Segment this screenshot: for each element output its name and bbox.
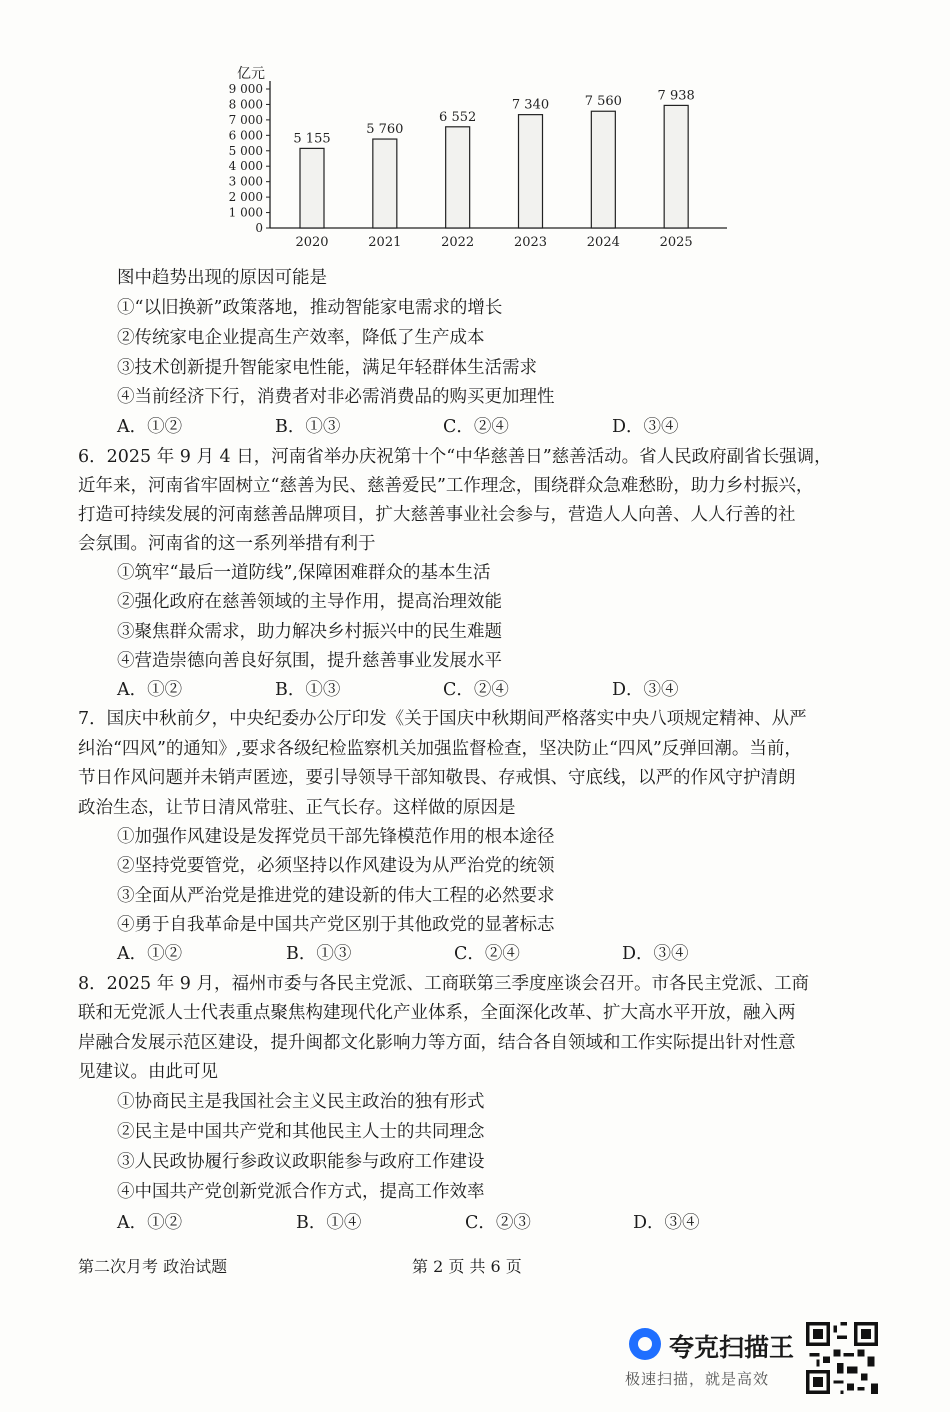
x-tick-label: 2022 xyxy=(441,235,475,250)
x-tick-label: 2023 xyxy=(513,235,548,250)
q7-option-b: B．①③ xyxy=(286,944,352,964)
q6-item-2: ②强化政府在慈善领域的主导作用，提高治理效能 xyxy=(117,592,502,612)
q6-stem-line-2: 近年来，河南省牢固树立“慈善为民、慈善爱民”工作理念，围绕群众急难愁盼，助力乡村振兴， xyxy=(78,476,814,496)
x-tick-label: 2024 xyxy=(586,235,620,250)
q8-stem-line-3: 岸融合发展示范区建设，提升闽都文化影响力等方面，结合各自领域和工作实际提出针对性意 xyxy=(78,1033,796,1053)
q7-item-2: ②坚持党要管党，必须坚持以作风建设为从严治党的统领 xyxy=(117,856,555,876)
qr-code-icon xyxy=(806,1322,878,1394)
q7-item-3: ③全面从严治党是推进党的建设新的伟大工程的必然要求 xyxy=(117,886,555,906)
bar-chart xyxy=(215,60,740,255)
q8-item-1: ①协商民主是我国社会主义民主政治的独有形式 xyxy=(117,1092,485,1112)
bar-value-label: 5 155 xyxy=(293,131,331,147)
y-tick-label: 3 000 xyxy=(228,174,263,189)
q7-item-1: ①加强作风建设是发挥党员干部先锋模范作用的根本途径 xyxy=(117,827,555,847)
bar-value-label: 6 552 xyxy=(439,109,477,125)
q7-option-d: D．③④ xyxy=(622,944,689,964)
chart-svg xyxy=(215,60,740,255)
y-tick-label: 4 000 xyxy=(228,159,263,174)
bar xyxy=(446,127,470,228)
q6-item-1: ①筑牢“最后一道防线”,保障困难群众的基本生活 xyxy=(117,563,491,583)
q7-stem-line-1: 7．国庆中秋前夕，中央纪委办公厅印发《关于国庆中秋期间严格落实中央八项规定精神、从严 xyxy=(78,709,807,729)
q6-option-d: D．③④ xyxy=(612,680,679,700)
q6-stem-line-1: 6．2025 年 9 月 4 日，河南省举办庆祝第十个“中华慈善日”慈善活动。省人民政府副省长强调， xyxy=(78,447,832,467)
brand-slogan: 极速扫描，就是高效 xyxy=(625,1370,770,1388)
q7-option-c: C．②④ xyxy=(454,944,520,964)
q7-stem-line-3: 节日作风问题并未销声匿迹，要引导领导干部知敬畏、存戒惧、守底线，以严的作风守护清朗 xyxy=(78,768,796,788)
q8-option-c: C．②③ xyxy=(465,1213,531,1233)
bar xyxy=(591,111,615,228)
bar xyxy=(519,115,543,228)
y-tick-label: 2 000 xyxy=(228,190,263,205)
y-axis-label: 亿元 xyxy=(237,66,265,82)
x-tick-label: 2021 xyxy=(368,235,402,250)
q5-stem: 图中趋势出现的原因可能是 xyxy=(117,268,327,288)
footer-page-number: 第 2 页 共 6 页 xyxy=(412,1257,522,1276)
q5-option-a: A．①② xyxy=(117,417,183,437)
quark-logo-icon xyxy=(629,1328,661,1360)
q8-item-2: ②民主是中国共产党和其他民主人士的共同理念 xyxy=(117,1122,485,1142)
bar-value-label: 5 760 xyxy=(366,122,404,138)
q8-option-d: D．③④ xyxy=(633,1213,700,1233)
y-tick-label: 5 000 xyxy=(228,143,263,158)
q8-option-b: B．①④ xyxy=(296,1213,362,1233)
y-tick-label: 7 000 xyxy=(228,112,263,127)
q6-item-4: ④营造崇德向善良好氛围，提升慈善事业发展水平 xyxy=(117,651,502,671)
q7-stem-line-2: 纠治“四风”的通知》,要求各级纪检监察机关加强监督检查，坚决防止“四风”反弹回潮。当前， xyxy=(78,739,802,759)
q5-option-d: D．③④ xyxy=(612,417,679,437)
y-tick-label: 6 000 xyxy=(228,128,263,143)
bar xyxy=(373,139,397,228)
q6-option-c: C．②④ xyxy=(443,680,509,700)
q5-item-1: ①“以旧换新”政策落地，推动智能家电需求的增长 xyxy=(117,298,503,318)
q8-stem-line-2: 联和无党派人士代表重点聚焦构建现代化产业体系，全面深化改革、扩大高水平开放，融入两 xyxy=(78,1003,796,1023)
q8-stem-line-4: 见建议。由此可见 xyxy=(78,1062,218,1082)
bar-value-label: 7 560 xyxy=(584,94,622,110)
q5-item-3: ③技术创新提升智能家电性能，满足年轻群体生活需求 xyxy=(117,358,537,378)
q8-item-4: ④中国共产党创新党派合作方式，提高工作效率 xyxy=(117,1182,485,1202)
bar-value-label: 7 340 xyxy=(511,97,550,113)
q5-option-c: C．②④ xyxy=(443,417,509,437)
y-tick-label: 0 xyxy=(255,221,263,235)
q8-stem-line-1: 8．2025 年 9 月，福州市委与各民主党派、工商联第三季度座谈会召开。市各民主党派、工商 xyxy=(78,974,809,994)
q6-item-3: ③聚焦群众需求，助力解决乡村振兴中的民生难题 xyxy=(117,622,502,642)
q7-option-a: A．①② xyxy=(117,944,183,964)
x-tick-label: 2020 xyxy=(295,235,329,250)
q7-stem-line-4: 政治生态，让节日清风常驻、正气长存。这样做的原因是 xyxy=(78,798,516,818)
q7-item-4: ④勇于自我革命是中国共产党区别于其他政党的显著标志 xyxy=(117,915,555,935)
y-tick-label: 9 000 xyxy=(228,82,263,96)
q8-item-3: ③人民政协履行参政议政职能参与政府工作建设 xyxy=(117,1152,485,1172)
y-tick-label: 8 000 xyxy=(228,97,263,112)
bar-value-label: 7 938 xyxy=(657,88,695,104)
q5-item-4: ④当前经济下行，消费者对非必需消费品的购买更加理性 xyxy=(117,387,555,407)
q5-option-b: B．①③ xyxy=(275,417,341,437)
q5-item-2: ②传统家电企业提高生产效率，降低了生产成本 xyxy=(117,328,485,348)
footer-exam-title: 第二次月考 政治试题 xyxy=(78,1257,228,1276)
x-tick-label: 2025 xyxy=(659,235,693,250)
bar xyxy=(664,105,688,228)
bar xyxy=(300,148,324,228)
brand-name: 夸克扫描王 xyxy=(669,1333,795,1362)
q8-option-a: A．①② xyxy=(117,1213,183,1233)
q6-stem-line-3: 打造可持续发展的河南慈善品牌项目，扩大慈善事业社会参与，营造人人向善、人人行善的社 xyxy=(78,505,796,525)
q6-option-b: B．①③ xyxy=(275,680,341,700)
q6-stem-line-4: 会氛围。河南省的这一系列举措有利于 xyxy=(78,534,376,554)
q6-option-a: A．①② xyxy=(117,680,183,700)
y-tick-label: 1 000 xyxy=(228,205,263,220)
